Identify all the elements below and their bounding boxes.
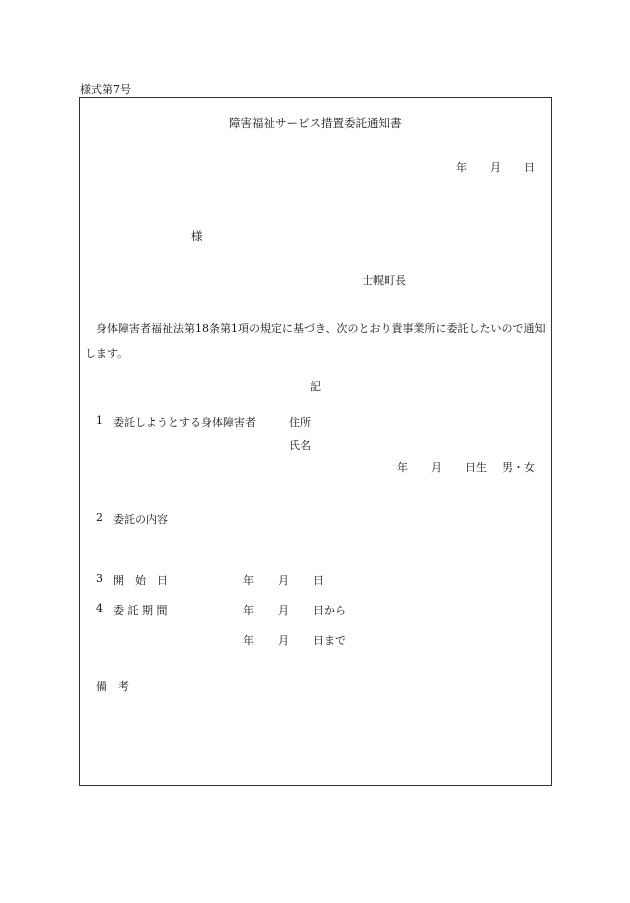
period-to-month: 月 <box>278 634 289 647</box>
period-to-day: 日まで <box>313 634 346 647</box>
item-content-label: 委託の内容 <box>113 513 168 526</box>
start-year: 年 <box>243 574 254 587</box>
period-from-year: 年 <box>243 604 254 617</box>
start-month: 月 <box>278 574 289 587</box>
address-label: 住所 <box>289 416 311 429</box>
page-title: 障害福祉サービス措置委託通知書 <box>229 116 402 130</box>
body-text: 身体障害者福祉法第18条第1項の規定に基づき、次のとおり貴事業所に委託したいので通知します。 <box>85 322 546 360</box>
period-to-year: 年 <box>243 634 254 647</box>
form-frame <box>79 97 552 786</box>
birth-year: 年 <box>397 461 408 474</box>
issuer: 士幌町長 <box>362 274 406 287</box>
item-person-number: 1 <box>96 414 103 427</box>
item-person-label: 委託しようとする身体障害者 <box>113 416 256 429</box>
birth-day: 日生 <box>465 461 487 474</box>
period-from-day: 日から <box>313 604 346 617</box>
item-content-number: 2 <box>96 511 103 524</box>
gender-options: 男・女 <box>502 461 535 474</box>
item-start-number: 3 <box>96 572 103 585</box>
item-period-label: 委 託 期 間 <box>113 604 168 617</box>
start-day: 日 <box>313 574 324 587</box>
birth-month: 月 <box>431 461 442 474</box>
name-label: 氏名 <box>289 439 311 452</box>
date-day: 日 <box>524 161 535 174</box>
addressee-suffix: 様 <box>191 229 203 243</box>
form-number: 様式第7号 <box>80 83 131 96</box>
ki-heading: 記 <box>310 380 321 393</box>
remarks-label: 備 考 <box>96 680 129 693</box>
item-start-label: 開 始 日 <box>113 574 168 587</box>
item-period-number: 4 <box>96 602 103 615</box>
date-month: 月 <box>490 161 501 174</box>
date-year: 年 <box>456 161 467 174</box>
period-from-month: 月 <box>278 604 289 617</box>
